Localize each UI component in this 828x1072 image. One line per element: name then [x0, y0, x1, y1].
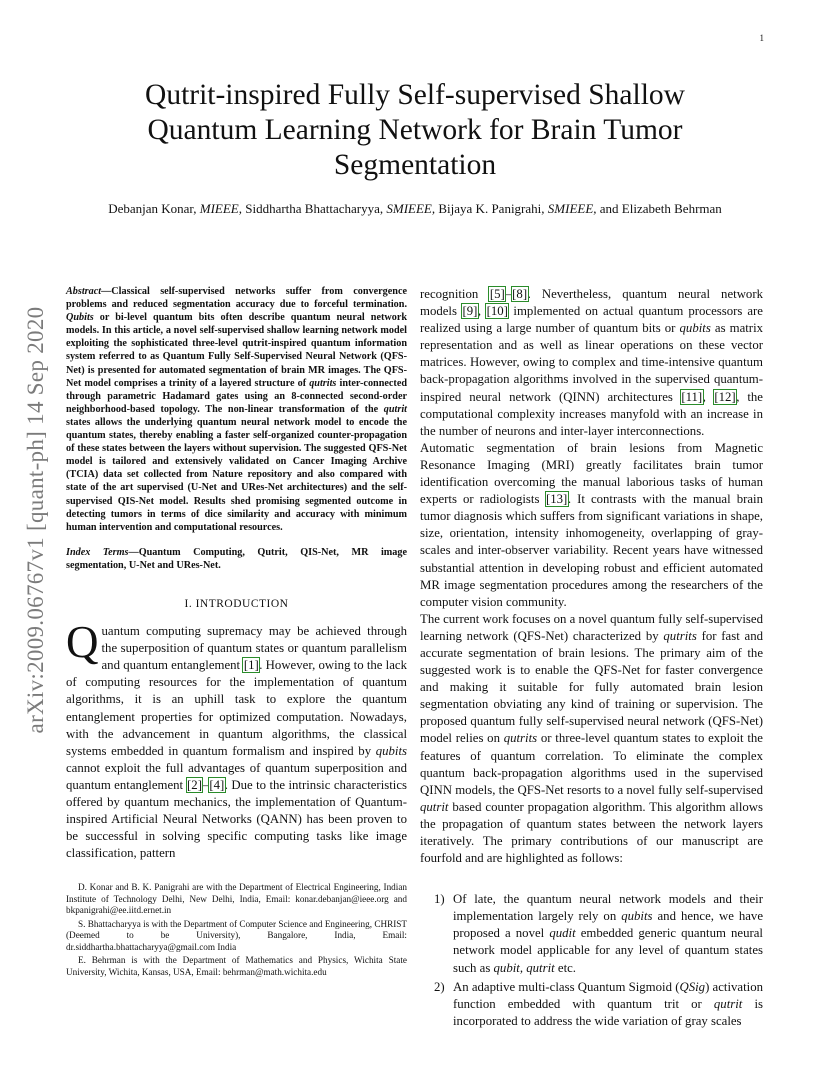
paragraph: recognition [5]–[8]. Nevertheless, quantum neural network models [9], [10] implemented on actual quantum processors are realized using a large number of quantum bits or qubits as matrix representation and as well as linear operations on these vector matrices. However, owing to complex and time-intensive quantum back-propagation algorithms involved in the supervised quantum-inspired neural network (QINN) architectures [11], [12], the computational complexity increases manyfold with an increase in the number of neurons and inter-layer interconnections. [420, 287, 764, 438]
list-item: 2) An adaptive multi-class Quantum Sigmoid (QSig) activation function embedded with quantum trit or qutrit is incorporated to address the wide variation of gray scales [434, 979, 764, 1028]
citation-link[interactable]: [10] [486, 304, 508, 319]
abstract: Abstract—Classical self-supervised networks suffer from convergence problems and reduced segmentation accuracy due to forceful termination. Qubits or bi-level quantum bits often describe quantum neural network models. In this article, a novel self-supervised shallow learning network model exploiting the sophisticated three-level qutrit-inspired quantum information system referred to as Quantum Fully Self-Supervised Neural Network (QFS-Net) is presented for automated segmentation of brain MR images. The QFS-Net model comprises a trinity of a layered structure of qutrits inter-connected through parametric Hadamard gates using an 8-connected second-order neighborhood-based topology. The non-linear transformation of the qutrit states allows the underlying quantum neural network model to encode the quantum states, thereby enabling a faster self-organized counter-propagation of these states between the layers without supervision. The suggested QFS-Net model is tailored and extensively validated on Cancer Imaging Archive (TCIA) data set collected from Nature repository and also compared with state of the art supervised (U-Net and URes-Net architectures) and the self-supervised QIS-Net model. Results shed promising segmented outcome in detecting tumors in terms of dice similarity and accuracy with minimum human intervention and computational resources. [66, 286, 408, 533]
list-item: 1) Of late, the quantum neural network models and their implementation largely rely on qubits and hence, we have proposed a novel qudit embedded generic quantum neural network model applicable for any level of quantum states such as qubit, qutrit etc. [434, 892, 764, 975]
footnote: S. Bhattacharyya is with the Department of Computer Science and Engineering, CHRIST (Deemed to be University), Bangalore, India, Email: dr.siddhartha.bhattacharyya@gmail.com India [66, 918, 407, 952]
author-1: Debanjan Konar, [108, 201, 197, 216]
citation-link[interactable]: [12] [714, 389, 736, 404]
citation-link[interactable]: [5] [489, 287, 505, 301]
author-1-grade: MIEEE, [199, 201, 242, 216]
right-column [420, 286, 763, 1032]
author-affiliation-footnotes [66, 882, 407, 978]
citation-link[interactable]: [8] [512, 287, 528, 301]
contribution-list [420, 891, 763, 1030]
author-2: Siddhartha Bhattacharyya, [245, 201, 384, 216]
citation-link[interactable]: [2] [187, 777, 202, 792]
citation-link[interactable]: [9] [462, 304, 478, 319]
section-heading-introduction: I. INTRODUCTION [184, 597, 289, 610]
page-number: 1 [759, 33, 764, 43]
paragraph: The current work focuses on a novel quantum fully self-supervised learning network (QFS-Net) characterized by qutrits for fast and accurate segmentation of brain lesions. The primary aim of the suggested work is to enable the QFS-Net for faster convergence and making it suitable for fully automated brain lesion segmentation obviating any kind of training or supervision. The proposed quantum fully self-supervised neural network (QFS-Net) model relies on qutrits or three-level quantum states to exploit the features of quantum correlation. To eliminate the complex quantum back-propagation algorithms used in the supervised QINN models, the QFS-Net resorts to a novel fully self-supervised qutrit based counter propagation algorithm. This algorithm allows the propagation of quantum states between the network layers iteratively. The primary contributions of our manuscript are fourfold and are highlighted as follows: [420, 611, 763, 866]
author-2-grade: SMIEEE, [386, 201, 436, 216]
citation-link[interactable]: [11] [681, 389, 703, 404]
index-terms: Index Terms—Quantum Computing, Qutrit, QIS-Net, MR image segmentation, U-Net and URes-Net. [66, 546, 407, 571]
author-3: Bijaya K. Panigrahi, [438, 201, 545, 216]
footnote: E. Behrman is with the Department of Mathematics and Physics, Wichita State University, Wichita, Kansas, USA, Email: behrman@math.wichita.edu [66, 955, 407, 977]
arxiv-sidebar-stamp [16, 280, 56, 760]
citation-link[interactable]: [1] [243, 658, 259, 673]
author-4: and Elizabeth Behrman [599, 201, 722, 216]
abstract-lead: Abstract [66, 286, 102, 297]
paper-title: Qutrit-inspired Fully Self-supervised Shallow Quantum Learning Network for Brain Tumor Segmentation [145, 79, 685, 181]
arxiv-identifier: arXiv:2009.06767v1 [quant-ph] 14 Sep 2020 [23, 306, 48, 734]
dropcap-letter: Q [66, 617, 99, 668]
citation-link[interactable]: [13] [546, 492, 568, 507]
citation-link[interactable]: [4] [209, 777, 225, 792]
author-list [100, 200, 730, 218]
left-column [66, 285, 407, 980]
introduction-paragraph: Quantum computing supremacy may be achieved through the superposition of quantum states or quantum parallelism and quantum entanglement [1]. However, owing to the lack of computing resources for the implementation of quantum algorithms, it is an uphill task to explore the quantum entanglement properties for optimized computation. Nowadays, with the advancement in quantum algorithms, the classical systems embedded in quantum formalism and inspired by qubits cannot exploit the full advantages of quantum superposition and quantum entanglement [2]–[4]. Due to the intrinsic characteristics offered by quantum mechanics, the implementation of Quantum-inspired Artificial Neural Networks (QANN) has been proven to be successful in solving specific computing tasks like image classification, pattern [66, 617, 408, 861]
author-3-grade: SMIEEE, [547, 201, 597, 216]
paragraph: Automatic segmentation of brain lesions from Magnetic Resonance Imaging (MRI) greatly facilitates brain tumor identification overcoming the manual laborious tasks of human experts or radiologists [13]. It contrasts with the manual brain tumor diagnosis which suffers from significant variations in shape, size, orientation, intensity inhomogeneity, overlapping of gray-scales and inter-observer variability. Recent years have witnessed substantial attention in developing robust and efficient automated MR image segmentation procedures among the researchers of the computer vision community. [420, 440, 763, 609]
footnote: D. Konar and B. K. Panigrahi are with the Department of Electrical Engineering, Indian Institute of Technology Delhi, New Delhi, India, Email: konar.debanjan@ieee.org and bkpanigrahi@ee.iitd.ernet.in [66, 882, 407, 916]
